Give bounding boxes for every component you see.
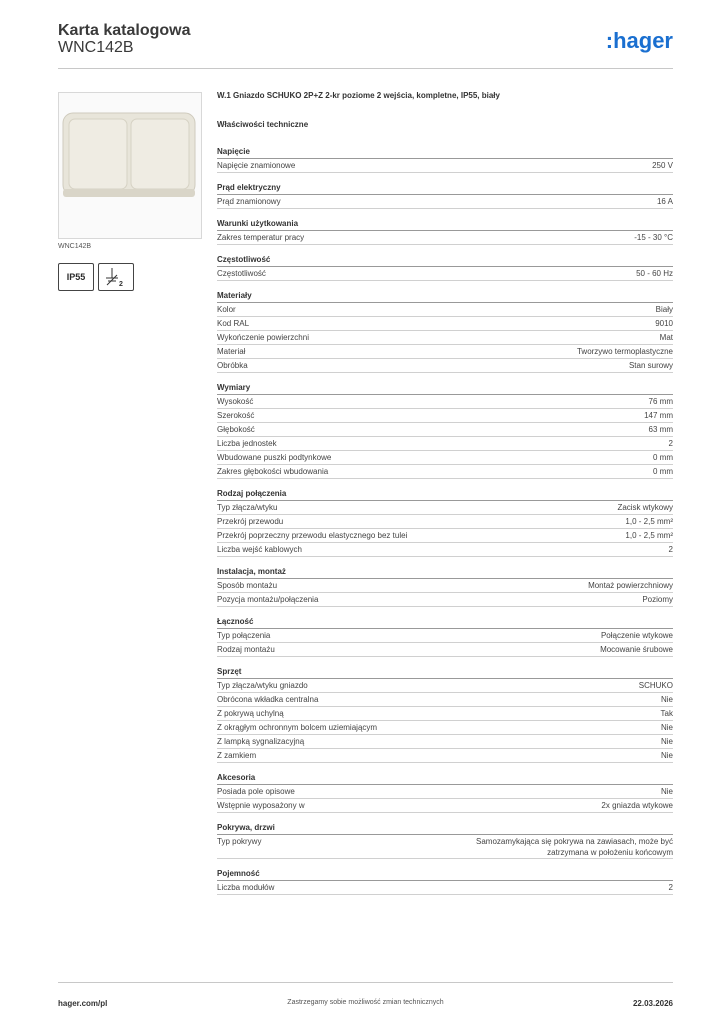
- spec-value: 250 V: [652, 161, 673, 170]
- hager-logo[interactable]: [593, 26, 673, 56]
- spec-label: Kolor: [217, 305, 236, 314]
- footer-date: 22.03.2026: [632, 999, 673, 1008]
- spec-label: Liczba jednostek: [217, 439, 277, 448]
- spec-row: [217, 593, 673, 607]
- spec-row: [217, 749, 673, 763]
- page-header: [58, 20, 673, 69]
- spec-value: Tak: [660, 709, 673, 718]
- spec-value: Biały: [655, 305, 673, 314]
- spec-row: [217, 529, 673, 543]
- spec-label: Obrócona wkładka centralna: [217, 695, 319, 704]
- spec-label: Głębokość: [217, 425, 255, 434]
- spec-row: [217, 543, 673, 557]
- section-title: Pokrywa, drzwi: [217, 822, 673, 835]
- spec-row: [217, 423, 673, 437]
- spec-section: [217, 868, 673, 895]
- spec-section: [217, 218, 673, 245]
- spec-row: [217, 331, 673, 345]
- spec-value: 50 - 60 Hz: [636, 269, 673, 278]
- spec-row: [217, 501, 673, 515]
- spec-row: [217, 881, 673, 895]
- spec-label: Częstotliwość: [217, 269, 266, 278]
- spec-section: [217, 616, 673, 657]
- spec-value: 2: [668, 439, 673, 448]
- spec-label: Z okrągłym ochronnym bolcem uziemiającym: [217, 723, 378, 732]
- spec-row: [217, 629, 673, 643]
- spec-row: [217, 451, 673, 465]
- spec-value: 76 mm: [648, 397, 673, 406]
- spec-value: Nie: [660, 751, 673, 760]
- image-caption: WNC142B: [58, 243, 92, 250]
- spec-label: Wysokość: [217, 397, 254, 406]
- spec-value: 2: [668, 545, 673, 554]
- spec-section: [217, 182, 673, 209]
- properties-title: Właściwości techniczne: [217, 120, 309, 129]
- section-title: Wymiary: [217, 382, 673, 395]
- spec-row: [217, 267, 673, 281]
- spec-value: 2x gniazda wtykowe: [601, 801, 673, 810]
- product-image-panel: [58, 92, 202, 291]
- spec-label: Wbudowane puszki podtynkowe: [217, 453, 332, 462]
- spec-label: Wykończenie powierzchni: [217, 333, 309, 342]
- section-title: Prąd elektryczny: [217, 182, 673, 195]
- spec-label: Liczba modułów: [217, 883, 275, 892]
- section-title: Rodzaj połączenia: [217, 488, 673, 501]
- ip-badge: IP55: [58, 263, 94, 291]
- spec-value: 1,0 - 2,5 mm²: [625, 517, 673, 526]
- spec-row: [217, 643, 673, 657]
- spec-row: [217, 409, 673, 423]
- spec-row: [217, 395, 673, 409]
- spec-label: Typ połączenia: [217, 631, 271, 640]
- spec-row: [217, 159, 673, 173]
- spec-value: Nie: [660, 737, 673, 746]
- spec-row: [217, 231, 673, 245]
- spec-label: Typ pokrywy: [217, 837, 262, 846]
- spec-value: Samozamykająca się pokrywa na zawiasach, może być zatrzymana w położeniu końcowym: [476, 837, 673, 857]
- spec-label: Przekrój poprzeczny przewodu elastycznego bez tulei: [217, 531, 408, 540]
- spec-row: [217, 785, 673, 799]
- spec-value: 1,0 - 2,5 mm²: [625, 531, 673, 540]
- spec-label: Kod RAL: [217, 319, 250, 328]
- spec-value: Nie: [660, 723, 673, 732]
- spec-label: Z lampką sygnalizacyjną: [217, 737, 305, 746]
- spec-section: [217, 822, 673, 859]
- section-title: Częstotliwość: [217, 254, 673, 267]
- spec-value: Mocowanie śrubowe: [600, 645, 673, 654]
- spec-content: [217, 90, 673, 904]
- spec-row: [217, 345, 673, 359]
- spec-value: 16 A: [656, 197, 673, 206]
- section-title: Łączność: [217, 616, 673, 629]
- spec-value: 0 mm: [653, 467, 673, 476]
- spec-value: SCHUKO: [638, 681, 673, 690]
- spec-label: Posiada pole opisowe: [217, 787, 295, 796]
- spec-section: [217, 488, 673, 557]
- socket-image: [59, 93, 201, 238]
- spec-row: [217, 707, 673, 721]
- spec-section: [217, 566, 673, 607]
- spec-row: [217, 735, 673, 749]
- product-photo: [58, 92, 202, 239]
- spec-section: [217, 146, 673, 173]
- section-title: Warunki użytkowania: [217, 218, 673, 231]
- spec-label: Liczba wejść kablowych: [217, 545, 302, 554]
- spec-label: Z zamkiem: [217, 751, 257, 760]
- earth-pin-count: 2: [119, 281, 123, 288]
- spec-label: Wstępnie wyposażony w: [217, 801, 305, 810]
- spec-label: Sposób montażu: [217, 581, 278, 590]
- product-title: W.1 Gniazdo SCHUKO 2P+Z 2-kr poziome 2 wejścia, kompletne, IP55, biały: [217, 91, 500, 100]
- spec-row: [217, 317, 673, 331]
- spec-section: [217, 290, 673, 373]
- spec-row: [217, 799, 673, 813]
- spec-value: 63 mm: [648, 425, 673, 434]
- spec-value: Stan surowy: [628, 361, 673, 370]
- spec-label: Typ złącza/wtyku gniazdo: [217, 681, 308, 690]
- spec-row: [217, 303, 673, 317]
- spec-row: [217, 515, 673, 529]
- spec-section: [217, 382, 673, 479]
- spec-row: [217, 195, 673, 209]
- spec-section: [217, 666, 673, 763]
- spec-row: [217, 679, 673, 693]
- section-title: Materiały: [217, 290, 673, 303]
- spec-sections: [217, 146, 673, 895]
- section-title: Napięcie: [217, 146, 673, 159]
- section-title: Sprzęt: [217, 666, 673, 679]
- spec-value: -15 - 30 °C: [634, 233, 673, 242]
- section-title: Akcesoria: [217, 772, 673, 785]
- spec-value: Połączenie wtykowe: [600, 631, 673, 640]
- earth-pin-icon: [98, 263, 134, 291]
- spec-value: Tworzywo termoplastyczne: [576, 347, 673, 356]
- spec-row: [217, 465, 673, 479]
- spec-label: Szerokość: [217, 411, 255, 420]
- spec-label: Materiał: [217, 347, 246, 356]
- spec-row: [217, 835, 673, 859]
- spec-value: 147 mm: [644, 411, 673, 420]
- spec-value: Montaż powierzchniowy: [588, 581, 673, 590]
- spec-section: [217, 254, 673, 281]
- spec-label: Napięcie znamionowe: [217, 161, 296, 170]
- spec-label: Prąd znamionowy: [217, 197, 281, 206]
- spec-label: Rodzaj montażu: [217, 645, 275, 654]
- spec-value: 0 mm: [653, 453, 673, 462]
- spec-value: 2: [668, 883, 673, 892]
- page-title: Karta katalogowa: [58, 22, 191, 39]
- spec-label: Typ złącza/wtyku: [217, 503, 278, 512]
- spec-row: [217, 437, 673, 451]
- spec-label: Zakres głębokości wbudowania: [217, 467, 329, 476]
- spec-label: Zakres temperatur pracy: [217, 233, 305, 242]
- spec-label: Obróbka: [217, 361, 248, 370]
- product-code: WNC142B: [58, 39, 134, 56]
- spec-value: Zacisk wtykowy: [617, 503, 673, 512]
- spec-label: Z pokrywą uchylną: [217, 709, 284, 718]
- spec-value: Nie: [660, 787, 673, 796]
- section-title: Pojemność: [217, 868, 673, 881]
- spec-label: Przekrój przewodu: [217, 517, 284, 526]
- spec-value: Poziomy: [642, 595, 673, 604]
- footer-website[interactable]: hager.com/pl: [58, 999, 108, 1008]
- footer-disclaimer: Zastrzegamy sobie możliwość zmian technicznych: [287, 999, 444, 1006]
- spec-section: [217, 772, 673, 813]
- section-title: Instalacja, montaż: [217, 566, 673, 579]
- spec-label: Pozycja montażu/połączenia: [217, 595, 319, 604]
- spec-row: [217, 721, 673, 735]
- hager-logo-text: :hager: [605, 28, 673, 53]
- spec-row: [217, 359, 673, 373]
- spec-value: Mat: [659, 333, 673, 342]
- spec-row: [217, 693, 673, 707]
- spec-value: Nie: [660, 695, 673, 704]
- badges: [58, 263, 202, 291]
- page-footer: [58, 982, 673, 1013]
- spec-row: [217, 579, 673, 593]
- spec-value: 9010: [655, 319, 673, 328]
